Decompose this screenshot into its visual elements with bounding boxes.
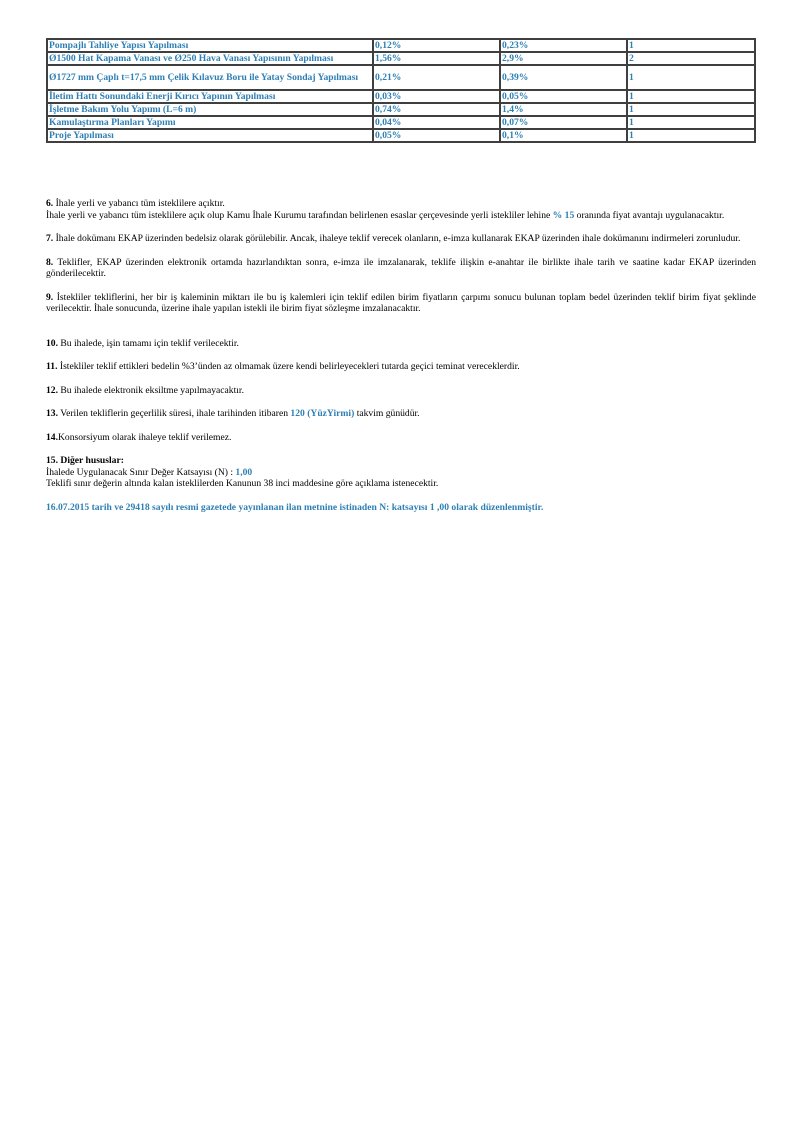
clause-number: 7. (46, 233, 54, 244)
gazette-note: 16.07.2015 tarih ve 29418 sayılı resmi gazetede yayınlanan ilan metnine istinaden N: katsayısı 1 ,00 olarak düzenlenmiştir. (46, 501, 544, 513)
item-count: 2 (627, 52, 755, 65)
item-ratio-max: 1,4% (500, 103, 627, 116)
item-name: Proje Yapılması (47, 129, 373, 142)
item-count: 1 (627, 90, 755, 103)
work-items-table (46, 38, 756, 143)
clause-number: 12. (46, 384, 58, 396)
table-row (47, 103, 755, 116)
table-row (47, 116, 755, 129)
clause-text: Teklifi sınır değerin altında kalan isteklilerden Kanunun 38 inci maddesine göre açıklama istenecektir. (46, 478, 439, 489)
clause-text: İhalede Uygulanacak Sınır Değer Katsayısı (N) : (46, 466, 234, 478)
clause-15 (46, 455, 756, 490)
table-row (47, 65, 755, 90)
item-name: İşletme Bakım Yolu Yapımı (L=6 m) (47, 103, 373, 116)
clause-text: İhale yerli ve yabancı tüm isteklilere açıktır. (55, 198, 225, 209)
clause-10 (46, 338, 756, 350)
clause-6 (46, 198, 756, 221)
table-row (47, 129, 755, 142)
table-row (47, 39, 755, 52)
item-ratio-min: 0,12% (373, 39, 500, 52)
item-count: 1 (627, 129, 755, 142)
clause-text: İhale yerli ve yabancı tüm isteklilere açık olup Kamu İhale Kurumu tarafından belirlenen esaslar çerçevesinde yerli istekliler lehine (46, 209, 551, 221)
item-name: İletim Hattı Sonundaki Enerji Kırıcı Yapının Yapılması (47, 90, 373, 103)
table-row (47, 90, 755, 103)
clause-heading: 15. Diğer hususlar: (46, 455, 124, 466)
item-count: 1 (627, 39, 755, 52)
item-ratio-min: 0,03% (373, 90, 500, 103)
item-ratio-max: 0,39% (500, 65, 627, 90)
clause-number: 8. (46, 256, 54, 268)
clause-text: Teklifler, EKAP üzerinden elektronik ortamda hazırlandıktan sonra, e-imza ile imzalanarak, teklife ilişkin e-anahtar ile birlikte ihale tarih ve saatine kadar EKAP üzerinden gönderilecektir. (46, 256, 756, 279)
clause-text: takvim günüdür. (356, 408, 420, 419)
validity-period-value: 120 (YüzYirmi) (290, 408, 355, 419)
clause-9 (46, 292, 756, 315)
item-ratio-min: 0,21% (373, 65, 500, 90)
clause-13 (46, 408, 756, 420)
item-name: Pompajlı Tahliye Yapısı Yapılması (47, 39, 373, 52)
item-count: 1 (627, 116, 755, 129)
clause-8 (46, 257, 756, 280)
item-count: 1 (627, 103, 755, 116)
tender-clauses (46, 198, 756, 513)
clause-7 (46, 233, 756, 245)
clause-text: İstekliler teklif ettikleri bedelin %3’ünden az olmamak üzere kendi belirleyecekleri tutarda geçici teminat vereceklerdir. (59, 361, 520, 372)
clause-14 (46, 432, 756, 444)
clause-number: 6. (46, 198, 54, 209)
price-advantage-value: % 15 (552, 209, 575, 221)
clause-text: Bu ihalede elektronik eksiltme yapılmayacaktır. (60, 384, 244, 396)
clause-11 (46, 361, 756, 373)
clause-text: Konsorsiyum olarak ihaleye teklif verilemez. (58, 431, 232, 443)
item-ratio-max: 0,1% (500, 129, 627, 142)
table-row (47, 52, 755, 65)
clause-number: 14. (46, 431, 58, 443)
item-ratio-max: 0,23% (500, 39, 627, 52)
clause-text: Verilen tekliflerin geçerlilik süresi, ihale tarihinden itibaren (60, 408, 289, 419)
item-name: Ø1500 Hat Kapama Vanası ve Ø250 Hava Vanası Yapısının Yapılması (47, 52, 373, 65)
clause-number: 13. (46, 408, 58, 419)
clause-text: İstekliler tekliflerini, her bir iş kaleminin miktarı ile bu iş kalemleri için teklif edilen birim fiyatların çarpımı sonucu bulunan toplam bedel üzerinden teklif birim fiyat şeklinde verilecektir. İhale sonucunda, üzerine ihale yapılan istekli ile birim fiyat sözleşme imzalanacaktır. (46, 291, 756, 314)
clause-text: İhale dokümanı EKAP üzerinden bedelsiz olarak görülebilir. Ancak, ihaleye teklif verecek olanların, e-imza kullanarak EKAP üzerinden ihale dokümanını indirmeleri zorunludur. (55, 233, 741, 244)
item-count: 1 (627, 65, 755, 90)
clause-number: 9. (46, 291, 54, 303)
limit-coefficient-value: 1,00 (235, 466, 253, 478)
clause-number: 11. (46, 361, 58, 372)
clause-12 (46, 385, 756, 397)
item-ratio-min: 0,05% (373, 129, 500, 142)
item-ratio-max: 2,9% (500, 52, 627, 65)
item-ratio-max: 0,05% (500, 90, 627, 103)
clause-text: Bu ihalede, işin tamamı için teklif verilecektir. (60, 337, 239, 349)
clause-number: 10. (46, 337, 58, 349)
clause-text: oranında fiyat avantajı uygulanacaktır. (576, 209, 725, 221)
item-ratio-min: 0,04% (373, 116, 500, 129)
item-ratio-max: 0,07% (500, 116, 627, 129)
item-name: Ø1727 mm Çaplı t=17,5 mm Çelik Kılavuz Boru ile Yatay Sondaj Yapılması (47, 65, 373, 90)
item-ratio-min: 0,74% (373, 103, 500, 116)
item-name: Kamulaştırma Planları Yapımı (47, 116, 373, 129)
item-ratio-min: 1,56% (373, 52, 500, 65)
